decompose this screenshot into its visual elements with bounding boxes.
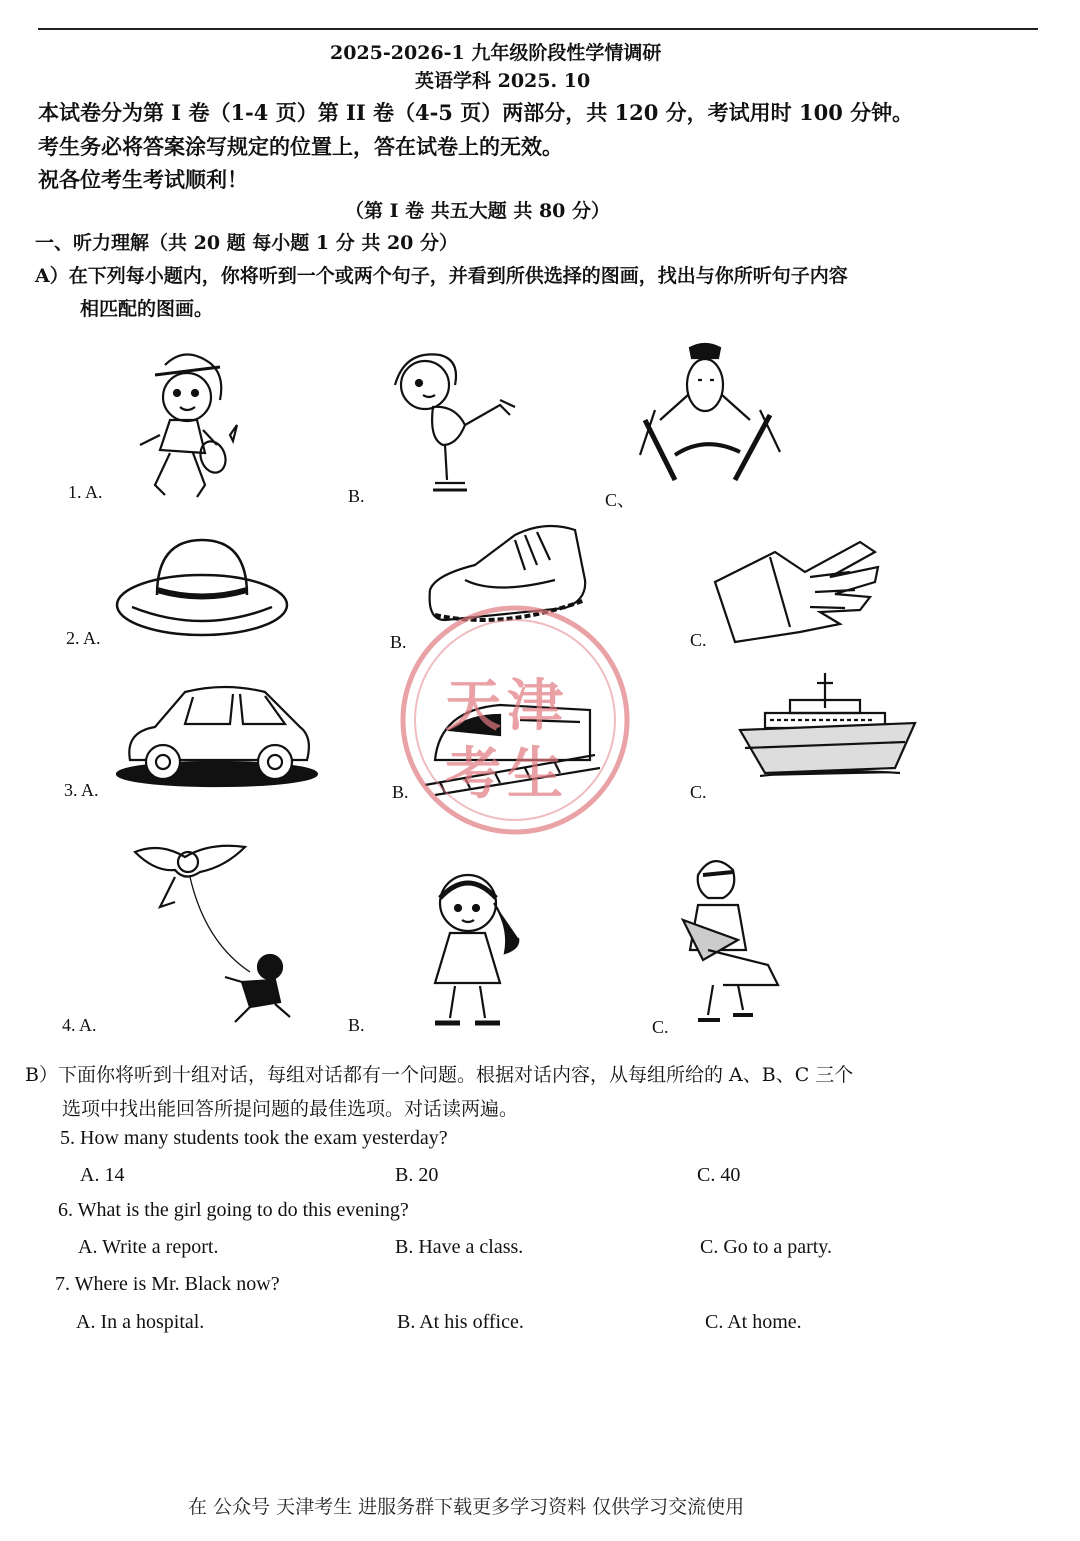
top-rule [38, 28, 1038, 30]
q4-label-a: 4. A. [62, 1015, 97, 1035]
cruise-ship-icon [735, 668, 920, 783]
q5-option-c: C. 40 [697, 1164, 741, 1186]
q4-label-c: C. [652, 1017, 669, 1037]
question-7: 7. Where is Mr. Black now? [55, 1273, 280, 1295]
sectionA-instruction-2: 相匹配的图画。 [80, 298, 214, 320]
q3-label-c: C. [690, 782, 707, 802]
woman-reading-icon [668, 850, 798, 1030]
q1-label-c: C、 [605, 490, 636, 510]
sectionB-instruction-2: 选项中找出能回答所提问题的最佳选项。对话读两遍。 [62, 1098, 519, 1120]
q7-option-a: A. In a hospital. [76, 1311, 205, 1333]
q6-option-c: C. Go to a party. [700, 1236, 833, 1258]
girl-standing-icon [410, 868, 525, 1033]
q1-label-a: 1. A. [68, 482, 103, 502]
q2-label-c: C. [690, 630, 707, 650]
kite-flying-boy-icon [130, 832, 295, 1027]
sectionA-instruction-1: A）在下列每小题内，你将听到一个或两个句子，并看到所供选择的图画，找出与你所听句子内容 [35, 265, 848, 287]
q5-option-a: A. 14 [80, 1164, 125, 1186]
glove-icon [710, 532, 880, 647]
q2-label-b: B. [390, 632, 407, 652]
skier-icon [620, 340, 800, 505]
q3-label-b: B. [392, 782, 409, 802]
subject-line: 英语学科 2025. 10 [415, 70, 591, 92]
part1-heading: （第 I 卷 共五大题 共 80 分） [345, 200, 611, 222]
footer-note: 在 公众号 天津考生 进服务群下载更多学习资料 仅供学习交流使用 [188, 1496, 745, 1518]
section1-heading: 一、听力理解（共 20 题 每小题 1 分 共 20 分） [35, 232, 459, 254]
q2-label-a: 2. A. [66, 628, 101, 648]
stamp-text-top: 天津 [445, 674, 569, 739]
ice-skating-boy-icon [385, 345, 525, 505]
exam-title: 2025-2026-1 九年级阶段性学情调研 [330, 42, 662, 64]
intro-line-2: 考生务必将答案涂写规定的位置上，答在试卷上的无效。 [38, 134, 563, 159]
q7-option-c: C. At home. [705, 1311, 802, 1333]
stamp-text-bottom: 考生 [445, 742, 569, 807]
q6-option-b: B. Have a class. [395, 1236, 524, 1258]
question-5: 5. How many students took the exam yesterday? [60, 1127, 448, 1149]
q3-label-a: 3. A. [64, 780, 99, 800]
q5-option-b: B. 20 [395, 1164, 439, 1186]
q7-option-b: B. At his office. [397, 1311, 524, 1333]
sectionB-instruction-1: B）下面你将听到十组对话，每组对话都有一个问题。根据对话内容，从每组所给的 A、B、C 三个 [25, 1064, 854, 1086]
q4-label-b: B. [348, 1015, 365, 1035]
car-icon [115, 682, 320, 792]
intro-line-1: 本试卷分为第 I 卷（1-4 页）第 II 卷（4-5 页）两部分，共 120 分，考试用时 100 分钟。 [38, 100, 914, 125]
q1-label-b: B. [348, 486, 365, 506]
intro-line-3: 祝各位考生考试顺利！ [38, 167, 248, 192]
question-6: 6. What is the girl going to do this evening? [58, 1199, 409, 1221]
hat-icon [112, 535, 292, 645]
q6-option-a: A. Write a report. [78, 1236, 219, 1258]
badminton-girl-icon [125, 345, 240, 505]
